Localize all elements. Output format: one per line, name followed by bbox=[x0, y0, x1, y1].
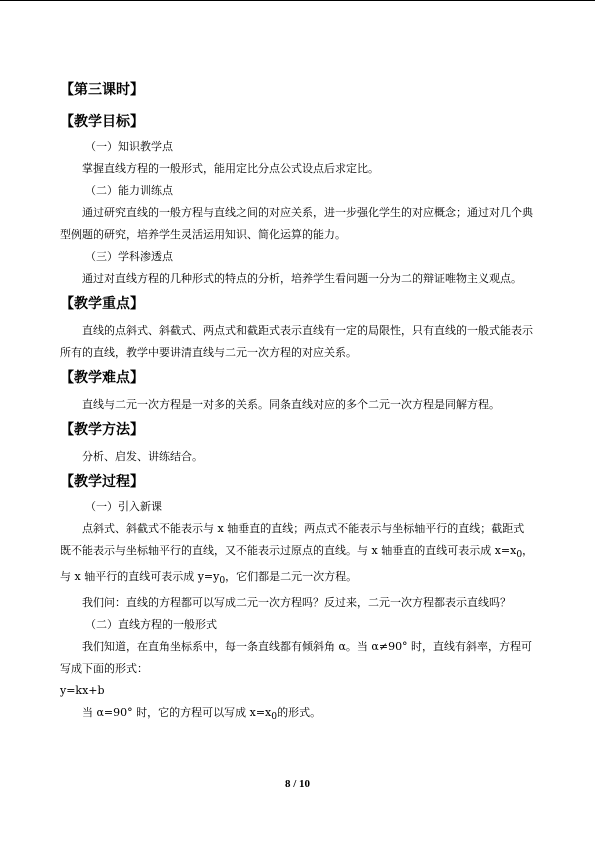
proc1-title: （一）引入新课 bbox=[85, 500, 162, 513]
page-number: 8 / 10 bbox=[284, 778, 311, 790]
heading-lesson: 【第三课时】 bbox=[60, 82, 144, 98]
heading-key: 【教学重点】 bbox=[60, 296, 144, 312]
heading-process: 【教学过程】 bbox=[60, 474, 144, 490]
proc1-text: 点斜式、斜截式不能表示与 x 轴垂直的直线；两点式不能表示与坐标轴平行的直线；截距式既不能表示与坐标轴平行的直线，又不能表示过原点的直线。与 x 轴垂直的直线可表示成 $x=x_0$，与 x 轴平行的直线可表示成 $y=y_0$，它们都是二元一次方程。 bbox=[60, 522, 534, 587]
goal3-title: （三）学科渗透点 bbox=[85, 250, 173, 263]
key-text: 直线的点斜式、斜截式、两点式和截距式表示直线有一定的局限性，只有直线的一般式能表示所有的直线，教学中要讲清直线与二元一次方程的对应关系。 bbox=[60, 324, 533, 359]
document-body bbox=[60, 80, 535, 729]
proc1-question: 我们问：直线的方程都可以写成二元一次方程吗？反过来，二元一次方程都表示直线吗？ bbox=[82, 596, 511, 610]
proc2-text2: 当 α=90° 时，它的方程可以写成 $x=x_0$的形式。 bbox=[82, 706, 322, 723]
goal1-title: （一）知识教学点 bbox=[85, 140, 173, 153]
heading-goals: 【教学目标】 bbox=[60, 114, 144, 130]
goal2-title: （二）能力训练点 bbox=[85, 184, 173, 197]
goal3-text: 通过对直线方程的几种形式的特点的分析，培养学生看问题一分为二的辩证唯物主义观点。 bbox=[82, 272, 522, 285]
goal2-text: 通过研究直线的一般方程与直线之间的对应关系，进一步强化学生的对应概念；通过对几个典型例题的研究，培养学生灵活运用知识、简化运算的能力。 bbox=[60, 206, 533, 241]
heading-difficulty: 【教学难点】 bbox=[60, 370, 144, 386]
top-rule bbox=[0, 0, 595, 1]
difficulty-text: 直线与二元一次方程是一对多的关系。同条直线对应的多个二元一次方程是同解方程。 bbox=[82, 398, 500, 411]
heading-method: 【教学方法】 bbox=[60, 422, 144, 438]
formula: y=kx+b bbox=[60, 684, 105, 698]
proc2-text: 我们知道，在直角坐标系中，每一条直线都有倾斜角 α。当 α≠90° 时，直线有斜率，方程可写成下面的形式： bbox=[60, 640, 533, 676]
goal1-text: 掌握直线方程的一般形式，能用定比分点公式设点后求定比。 bbox=[82, 162, 379, 175]
method-text: 分析、启发、讲练结合。 bbox=[82, 450, 203, 463]
proc2-title: （二）直线方程的一般形式 bbox=[85, 618, 217, 632]
